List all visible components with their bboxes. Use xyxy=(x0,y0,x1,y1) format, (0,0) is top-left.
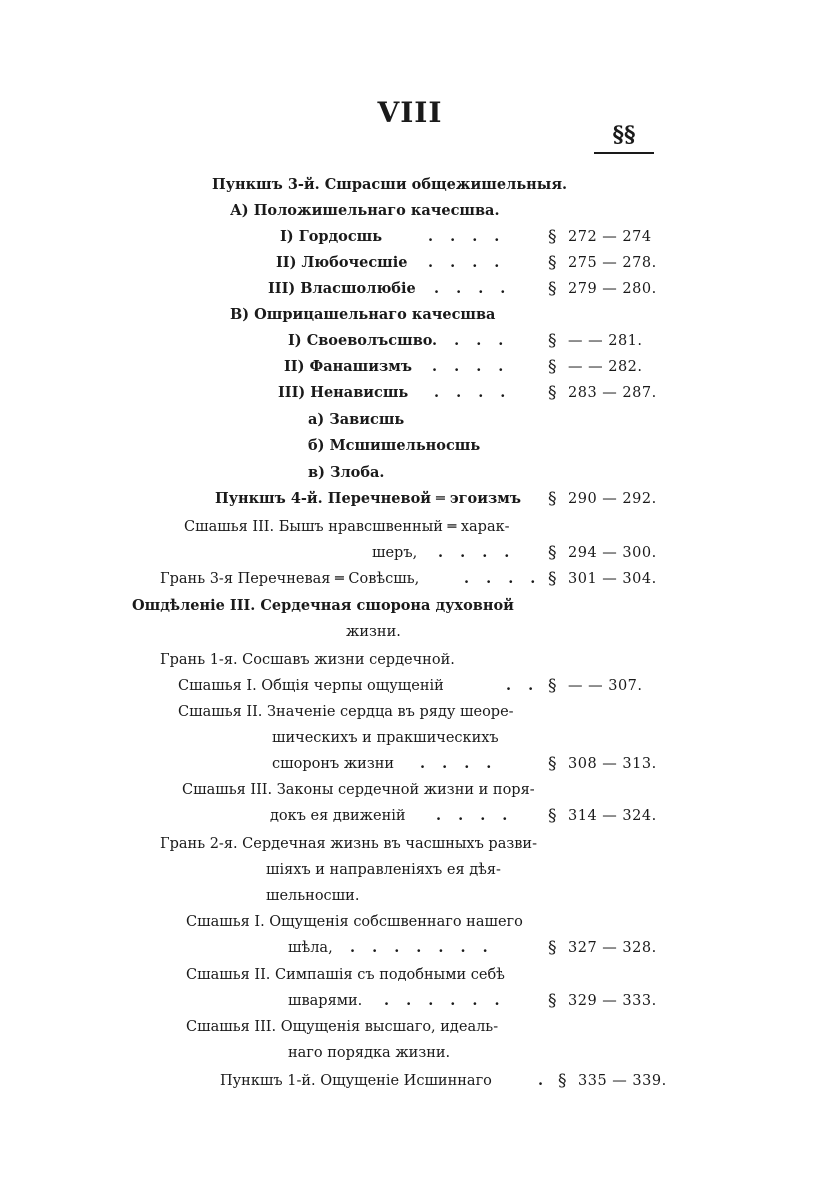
toc-entry-facet-3 xyxy=(0,567,840,591)
toc-entry-positive-quality xyxy=(0,199,840,223)
entry-label: III) Власшолюбіе xyxy=(268,280,416,297)
entry-label: в) Злоба. xyxy=(308,464,385,481)
leader-dots: . . . . xyxy=(432,358,510,375)
toc-entry-facet-2-line-3 xyxy=(0,884,840,908)
entry-label: Сшашья II. Значеніе сердца въ ряду шеоре- xyxy=(178,704,514,720)
toc-entry-pride xyxy=(0,225,840,249)
section-sign: § xyxy=(548,331,557,351)
section-sign: § xyxy=(548,754,557,774)
toc-entry-article-3-line-2 xyxy=(0,541,840,565)
leader-dots: . . . . xyxy=(432,332,510,349)
section-sign: § xyxy=(548,569,557,589)
toc-entry-self-will xyxy=(0,329,840,353)
section-sign: § xyxy=(548,253,557,273)
toc-entry-envy xyxy=(0,408,840,432)
section-sign: § xyxy=(548,991,557,1011)
toc-entry-article-2a-line-3 xyxy=(0,752,840,776)
toc-entry-vengefulness xyxy=(0,434,840,458)
toc-entry-punkt-1 xyxy=(0,1069,840,1093)
entry-label: шическихъ и пракшическихъ xyxy=(272,730,499,746)
entry-label: сшоронъ жизни xyxy=(272,756,395,772)
section-sign: § xyxy=(548,676,557,696)
entry-label: Сшашья I. Ощущенія собсшвеннаго нашего xyxy=(186,914,523,930)
section-range: 327 — 328. xyxy=(568,940,657,956)
toc-entry-article-3a-line-1 xyxy=(0,778,840,802)
toc-entry-article-1b-line-1 xyxy=(0,910,840,934)
section-range: 301 — 304. xyxy=(568,571,657,587)
section-range: — — 281. xyxy=(568,333,643,349)
entry-label: Грань 3-я Перечневая ═ Совѣсшь, xyxy=(160,571,420,587)
toc-entry-facet-1 xyxy=(0,648,840,672)
entry-label: I) Своеволъсшво xyxy=(288,332,433,349)
entry-label: наго порядка жизни. xyxy=(288,1045,451,1061)
entry-label: Сшашья III. Законы сердечной жизни и поря- xyxy=(182,782,535,798)
entry-label: Ошдѣленіе III. Сердечная сшорона духовной xyxy=(132,597,514,614)
leader-dots: . . . . . . xyxy=(384,992,506,1009)
toc-entry-division-3-line-2 xyxy=(0,620,840,644)
section-range: 290 — 292. xyxy=(568,491,657,507)
entry-label: А) Положишельнаго качесшва. xyxy=(230,202,500,219)
entry-label: шеръ, xyxy=(372,545,418,561)
toc-entry-punkt-3 xyxy=(0,173,840,197)
section-range: 294 — 300. xyxy=(568,545,657,561)
leader-dots: . . . . xyxy=(464,570,542,587)
page-number: VIII xyxy=(377,96,443,129)
section-sign: § xyxy=(548,383,557,403)
entry-label: В) Ошрицашельнаго качесшва xyxy=(230,306,496,323)
leader-dots: . . . . xyxy=(436,807,514,824)
toc-entry-article-2a-line-1 xyxy=(0,700,840,724)
toc-entry-malice xyxy=(0,461,840,485)
toc-entry-article-3-line-1 xyxy=(0,515,840,539)
entry-label: шѣла, xyxy=(288,940,333,956)
leader-dots: . . xyxy=(506,677,540,694)
entry-label: шіяхъ и направленіяхъ ея дѣя- xyxy=(266,862,501,878)
toc-entry-ambition xyxy=(0,251,840,275)
leader-dots: . . . . xyxy=(428,254,506,271)
section-sign: § xyxy=(558,1071,567,1091)
section-sign: § xyxy=(548,227,557,247)
leader-dots: . . . . xyxy=(434,280,512,297)
entry-label: II) Фанашизмъ xyxy=(284,358,412,375)
leader-dots: . . . . xyxy=(428,228,506,245)
entry-label: Сшашья II. Симпашія съ подобными себѣ xyxy=(186,967,505,983)
entry-label: а) Зависшь xyxy=(308,411,405,428)
section-range: 308 — 313. xyxy=(568,756,657,772)
entry-label: докъ ея движеній xyxy=(270,808,406,824)
toc-entry-article-3b-line-1 xyxy=(0,1015,840,1039)
leader-dots: . . . . xyxy=(438,544,516,561)
leader-dots: . xyxy=(538,1072,550,1089)
entry-label: I) Гордосшь xyxy=(280,228,383,245)
leader-dots: . . . . . . . xyxy=(350,939,494,956)
toc-entry-lust-for-power xyxy=(0,277,840,301)
toc-entry-punkt-4 xyxy=(0,487,840,511)
entry-label: шварями. xyxy=(288,993,363,1009)
toc-entry-article-2a-line-2 xyxy=(0,726,840,750)
section-range: 275 — 278. xyxy=(568,255,657,271)
entry-label: жизни. xyxy=(346,624,401,640)
section-range: — — 282. xyxy=(568,359,643,375)
sections-column-header: §§ xyxy=(594,122,654,154)
section-sign: § xyxy=(548,806,557,826)
entry-label: Пункшъ 3-й. Сшрасши общежишельныя. xyxy=(212,176,568,193)
entry-label: III) Ненависшь xyxy=(278,384,409,401)
section-range: 335 — 339. xyxy=(578,1073,667,1089)
section-range: 272 — 274 xyxy=(568,229,652,245)
toc-entry-article-3b-line-2 xyxy=(0,1041,840,1065)
toc-entry-negative-quality xyxy=(0,303,840,327)
toc-entry-facet-2-line-1 xyxy=(0,832,840,856)
section-sign: § xyxy=(548,357,557,377)
toc-entry-hatred xyxy=(0,381,840,405)
section-sign: § xyxy=(548,543,557,563)
entry-label: Сшашья I. Общія черпы ощущеній xyxy=(178,678,444,694)
entry-label: Грань 1-я. Сосшавъ жизни сердечной. xyxy=(160,652,455,668)
toc-entry-division-3-line-1 xyxy=(0,594,840,618)
entry-label: Пункшъ 1-й. Ощущеніе Исшиннаго xyxy=(220,1073,492,1089)
toc-entry-article-1a xyxy=(0,674,840,698)
section-range: — — 307. xyxy=(568,678,643,694)
toc-entry-article-2b-line-2 xyxy=(0,989,840,1013)
toc-entry-fanaticism xyxy=(0,355,840,379)
toc-entry-article-3a-line-2 xyxy=(0,804,840,828)
entry-label: Пункшъ 4-й. Перечневой ═ эгоизмъ xyxy=(215,490,521,507)
leader-dots: . . . . xyxy=(420,755,498,772)
entry-label: шельносши. xyxy=(266,888,360,904)
entry-label: б) Мсшишельносшь xyxy=(308,437,481,454)
section-range: 329 — 333. xyxy=(568,993,657,1009)
leader-dots: . . . . xyxy=(434,384,512,401)
section-range: 283 — 287. xyxy=(568,385,657,401)
entry-label: Грань 2-я. Сердечная жизнь въ часшныхъ разви- xyxy=(160,836,537,852)
section-range: 314 — 324. xyxy=(568,808,657,824)
toc-entry-article-2b-line-1 xyxy=(0,963,840,987)
section-sign: § xyxy=(548,489,557,509)
toc-entry-article-1b-line-2 xyxy=(0,936,840,960)
section-sign: § xyxy=(548,279,557,299)
entry-label: Сшашья III. Ощущенія высшаго, идеаль- xyxy=(186,1019,499,1035)
entry-label: Сшашья III. Бышъ нравсшвенный ═ харак- xyxy=(184,519,510,535)
toc-entry-facet-2-line-2 xyxy=(0,858,840,882)
entry-label: II) Любочесшіе xyxy=(276,254,408,271)
section-sign: § xyxy=(548,938,557,958)
section-range: 279 — 280. xyxy=(568,281,657,297)
